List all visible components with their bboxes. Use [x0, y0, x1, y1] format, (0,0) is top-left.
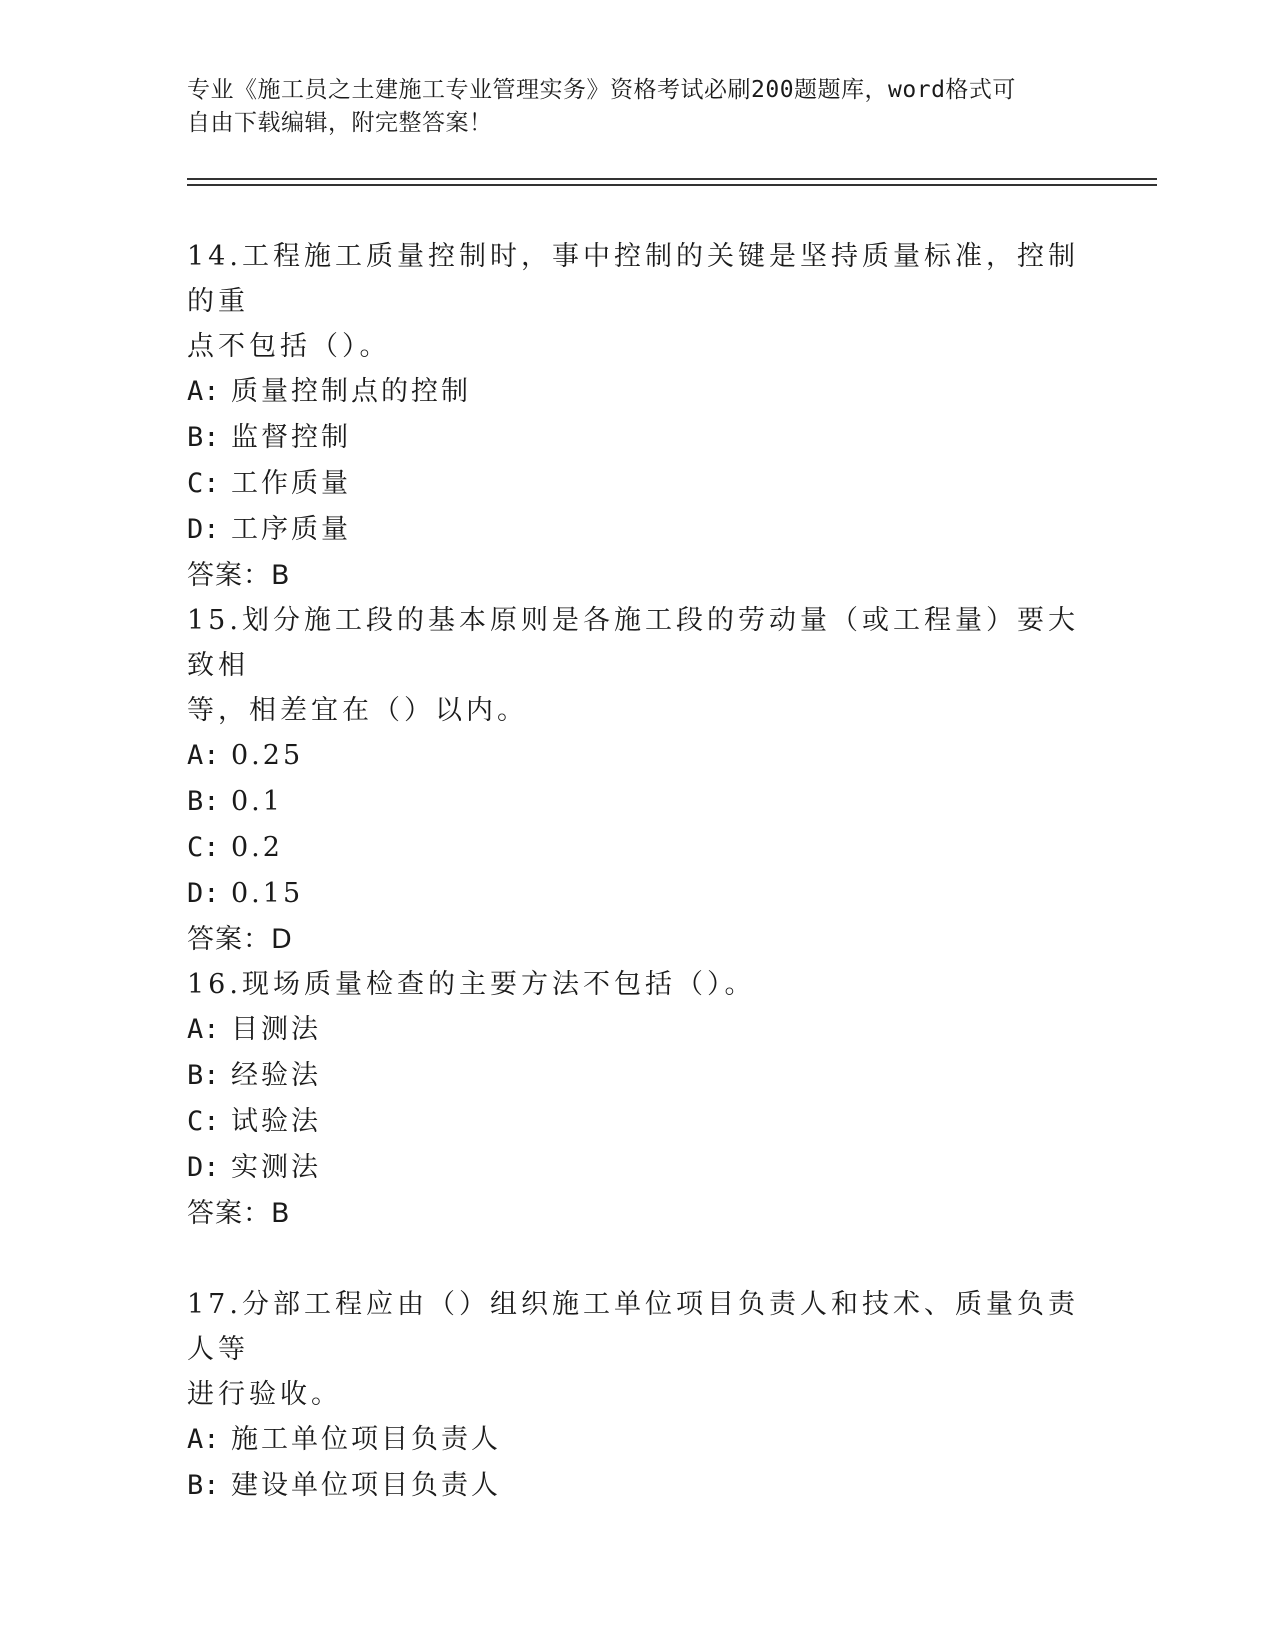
option-text: 0.15 [231, 878, 304, 909]
option-d [187, 507, 1087, 553]
question-stem-line-1: 16.现场质量检查的主要方法不包括（）。 [187, 969, 756, 1000]
option-text: 建设单位项目负责人 [231, 1470, 501, 1501]
option-key: A: [187, 740, 220, 771]
option-key: B: [187, 422, 220, 453]
option-key: A: [187, 1014, 220, 1045]
question-stem-line-1: 17.分部工程应由（）组织施工单位项目负责人和技术、质量负责人等 [187, 1289, 1079, 1365]
document-header [187, 74, 1067, 140]
question-stem-line-1: 15.划分施工段的基本原则是各施工段的劳动量（或工程量）要大致相 [187, 605, 1079, 681]
option-a [187, 1417, 1087, 1463]
option-a [187, 369, 1087, 415]
option-key: C: [187, 468, 220, 499]
option-key: A: [187, 376, 220, 407]
option-text: 0.25 [231, 740, 304, 771]
header-line-1: 专业《施工员之土建施工专业管理实务》资格考试必刷200题题库，word格式可 [187, 77, 1016, 103]
option-c [187, 1099, 1087, 1145]
question-17 [187, 1282, 1087, 1509]
question-stem-line-2: 点不包括（）。 [187, 331, 391, 362]
question-15 [187, 598, 1087, 963]
option-text: 目测法 [231, 1014, 321, 1045]
option-text: 试验法 [231, 1106, 321, 1137]
option-key: C: [187, 832, 220, 863]
option-key: D: [187, 1152, 220, 1183]
option-d [187, 1145, 1087, 1191]
header-line-2: 自由下载编辑，附完整答案！ [187, 110, 493, 136]
question-stem-line-2: 等，相差宜在（）以内。 [187, 695, 528, 726]
option-text: 工序质量 [231, 514, 351, 545]
option-text: 质量控制点的控制 [231, 376, 471, 407]
option-b [187, 1463, 1087, 1509]
option-d [187, 871, 1087, 917]
question-16 [187, 962, 1087, 1237]
option-key: D: [187, 514, 220, 545]
header-divider-bottom [187, 184, 1157, 186]
answer: 答案：D [187, 924, 293, 955]
option-c [187, 825, 1087, 871]
question-stem-line-2: 进行验收。 [187, 1379, 342, 1410]
option-text: 0.1 [231, 786, 283, 817]
option-key: C: [187, 1106, 220, 1137]
option-key: A: [187, 1424, 220, 1455]
option-b [187, 779, 1087, 825]
question-stem-line-1: 14.工程施工质量控制时，事中控制的关键是坚持质量标准，控制的重 [187, 241, 1079, 317]
option-key: B: [187, 786, 220, 817]
option-c [187, 461, 1087, 507]
answer: 答案：B [187, 1198, 291, 1229]
option-key: B: [187, 1470, 220, 1501]
header-divider-top [187, 178, 1157, 180]
option-b [187, 1053, 1087, 1099]
option-key: D: [187, 878, 220, 909]
option-key: B: [187, 1060, 220, 1091]
option-text: 经验法 [231, 1060, 321, 1091]
option-text: 实测法 [231, 1152, 321, 1183]
question-14 [187, 234, 1087, 599]
option-text: 施工单位项目负责人 [231, 1424, 501, 1455]
option-a [187, 1007, 1087, 1053]
option-text: 监督控制 [231, 422, 351, 453]
option-text: 工作质量 [231, 468, 351, 499]
option-a [187, 733, 1087, 779]
answer: 答案：B [187, 560, 291, 591]
option-b [187, 415, 1087, 461]
option-text: 0.2 [231, 832, 283, 863]
